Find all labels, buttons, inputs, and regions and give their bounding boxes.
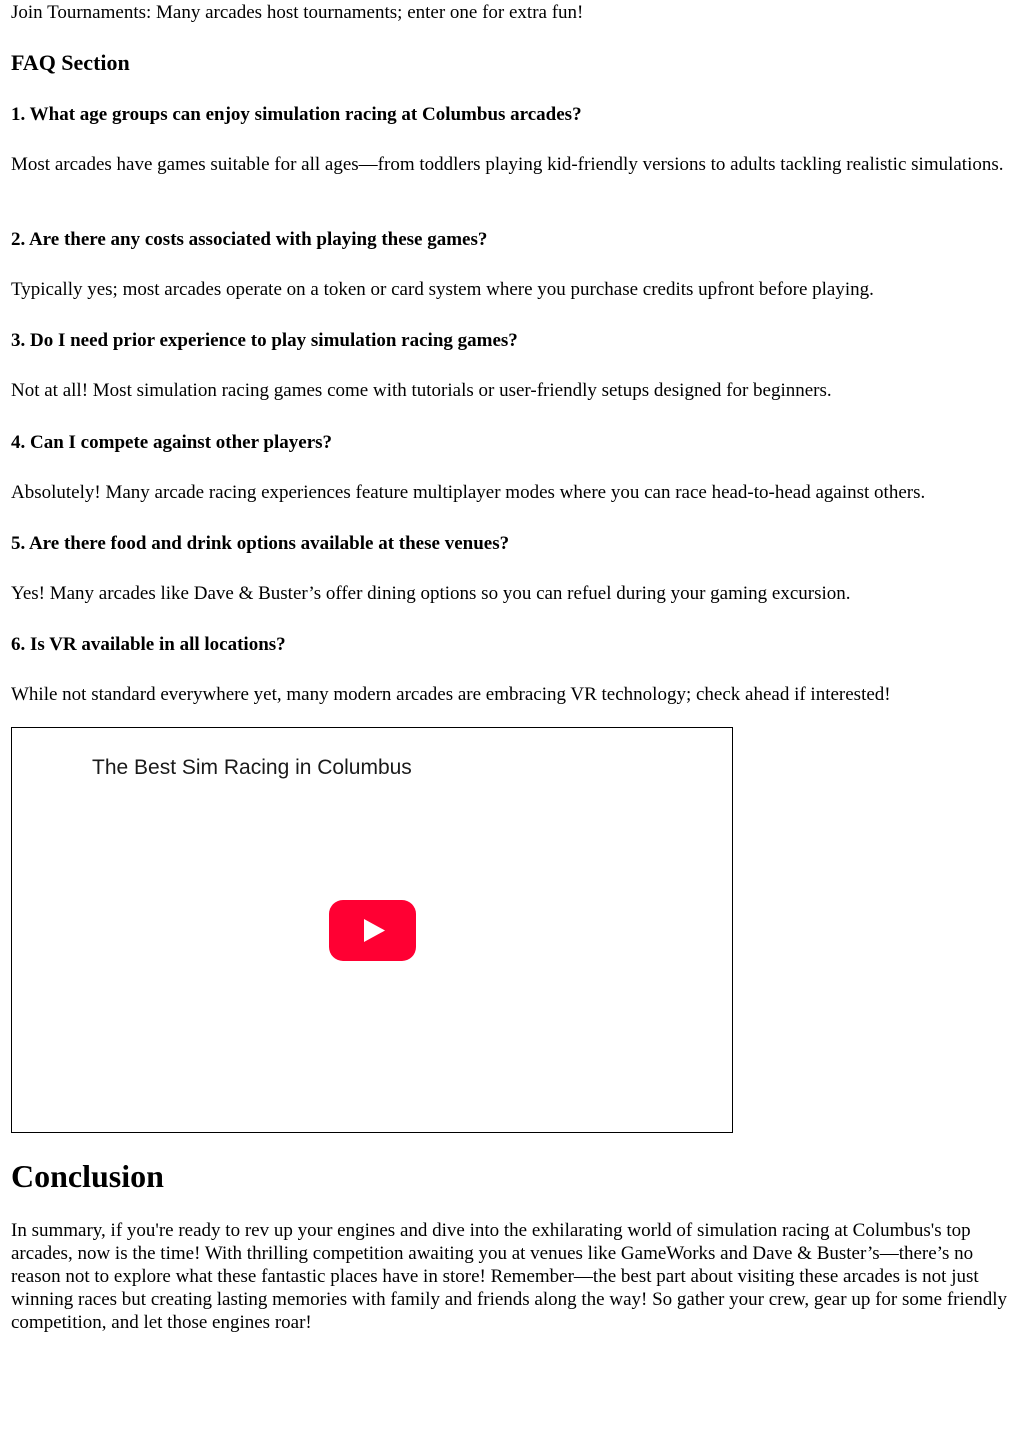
faq-answer-4: Absolutely! Many arcade racing experiences feature multiplayer modes where you can race head-to-head against others. xyxy=(11,482,926,503)
faq-question-1: 1. What age groups can enjoy simulation racing at Columbus arcades? xyxy=(11,104,582,125)
tournaments-tip: Join Tournaments: Many arcades host tournaments; enter one for extra fun! xyxy=(11,2,584,23)
faq-answer-1: Most arcades have games suitable for all ages—from toddlers playing kid-friendly versions to adults tackling realistic simulations. xyxy=(11,154,1004,175)
conclusion-body: In summary, if you're ready to rev up your engines and dive into the exhilarating world of simulation racing at Columbus's top arcades, now is the time! With thrilling competition awaiting you at venues like GameWorks and Dave & Buster’s—there’s no reason not to explore what these fantastic places have in store! Remember—the best part about visiting these arcades is not just winning races but creating lasting memories with family and friends along the way! So gather your crew, gear up for some friendly competition, and let those engines roar! xyxy=(11,1220,1007,1333)
play-button-graphic xyxy=(329,900,416,961)
faq-answer-6: While not standard everywhere yet, many modern arcades are embracing VR technology; check ahead if interested! xyxy=(11,684,891,705)
faq-answer-2: Typically yes; most arcades operate on a token or card system where you purchase credits upfront before playing. xyxy=(11,279,874,300)
faq-answer-5: Yes! Many arcades like Dave & Buster’s offer dining options so you can refuel during your gaming excursion. xyxy=(11,583,851,604)
faq-question-4: 4. Can I compete against other players? xyxy=(11,432,333,453)
faq-question-3: 3. Do I need prior experience to play simulation racing games? xyxy=(11,330,518,351)
conclusion-heading: Conclusion xyxy=(11,1158,164,1194)
video-embed[interactable] xyxy=(11,727,733,1133)
faq-heading: FAQ Section xyxy=(11,50,130,75)
youtube-play-icon[interactable] xyxy=(329,900,416,961)
faq-question-5: 5. Are there food and drink options available at these venues? xyxy=(11,533,510,554)
faq-question-2: 2. Are there any costs associated with playing these games? xyxy=(11,229,488,250)
faq-question-6: 6. Is VR available in all locations? xyxy=(11,634,286,655)
video-title[interactable]: The Best Sim Racing in Columbus xyxy=(92,756,412,779)
faq-answer-3: Not at all! Most simulation racing games come with tutorials or user-friendly setups designed for beginners. xyxy=(11,380,832,401)
